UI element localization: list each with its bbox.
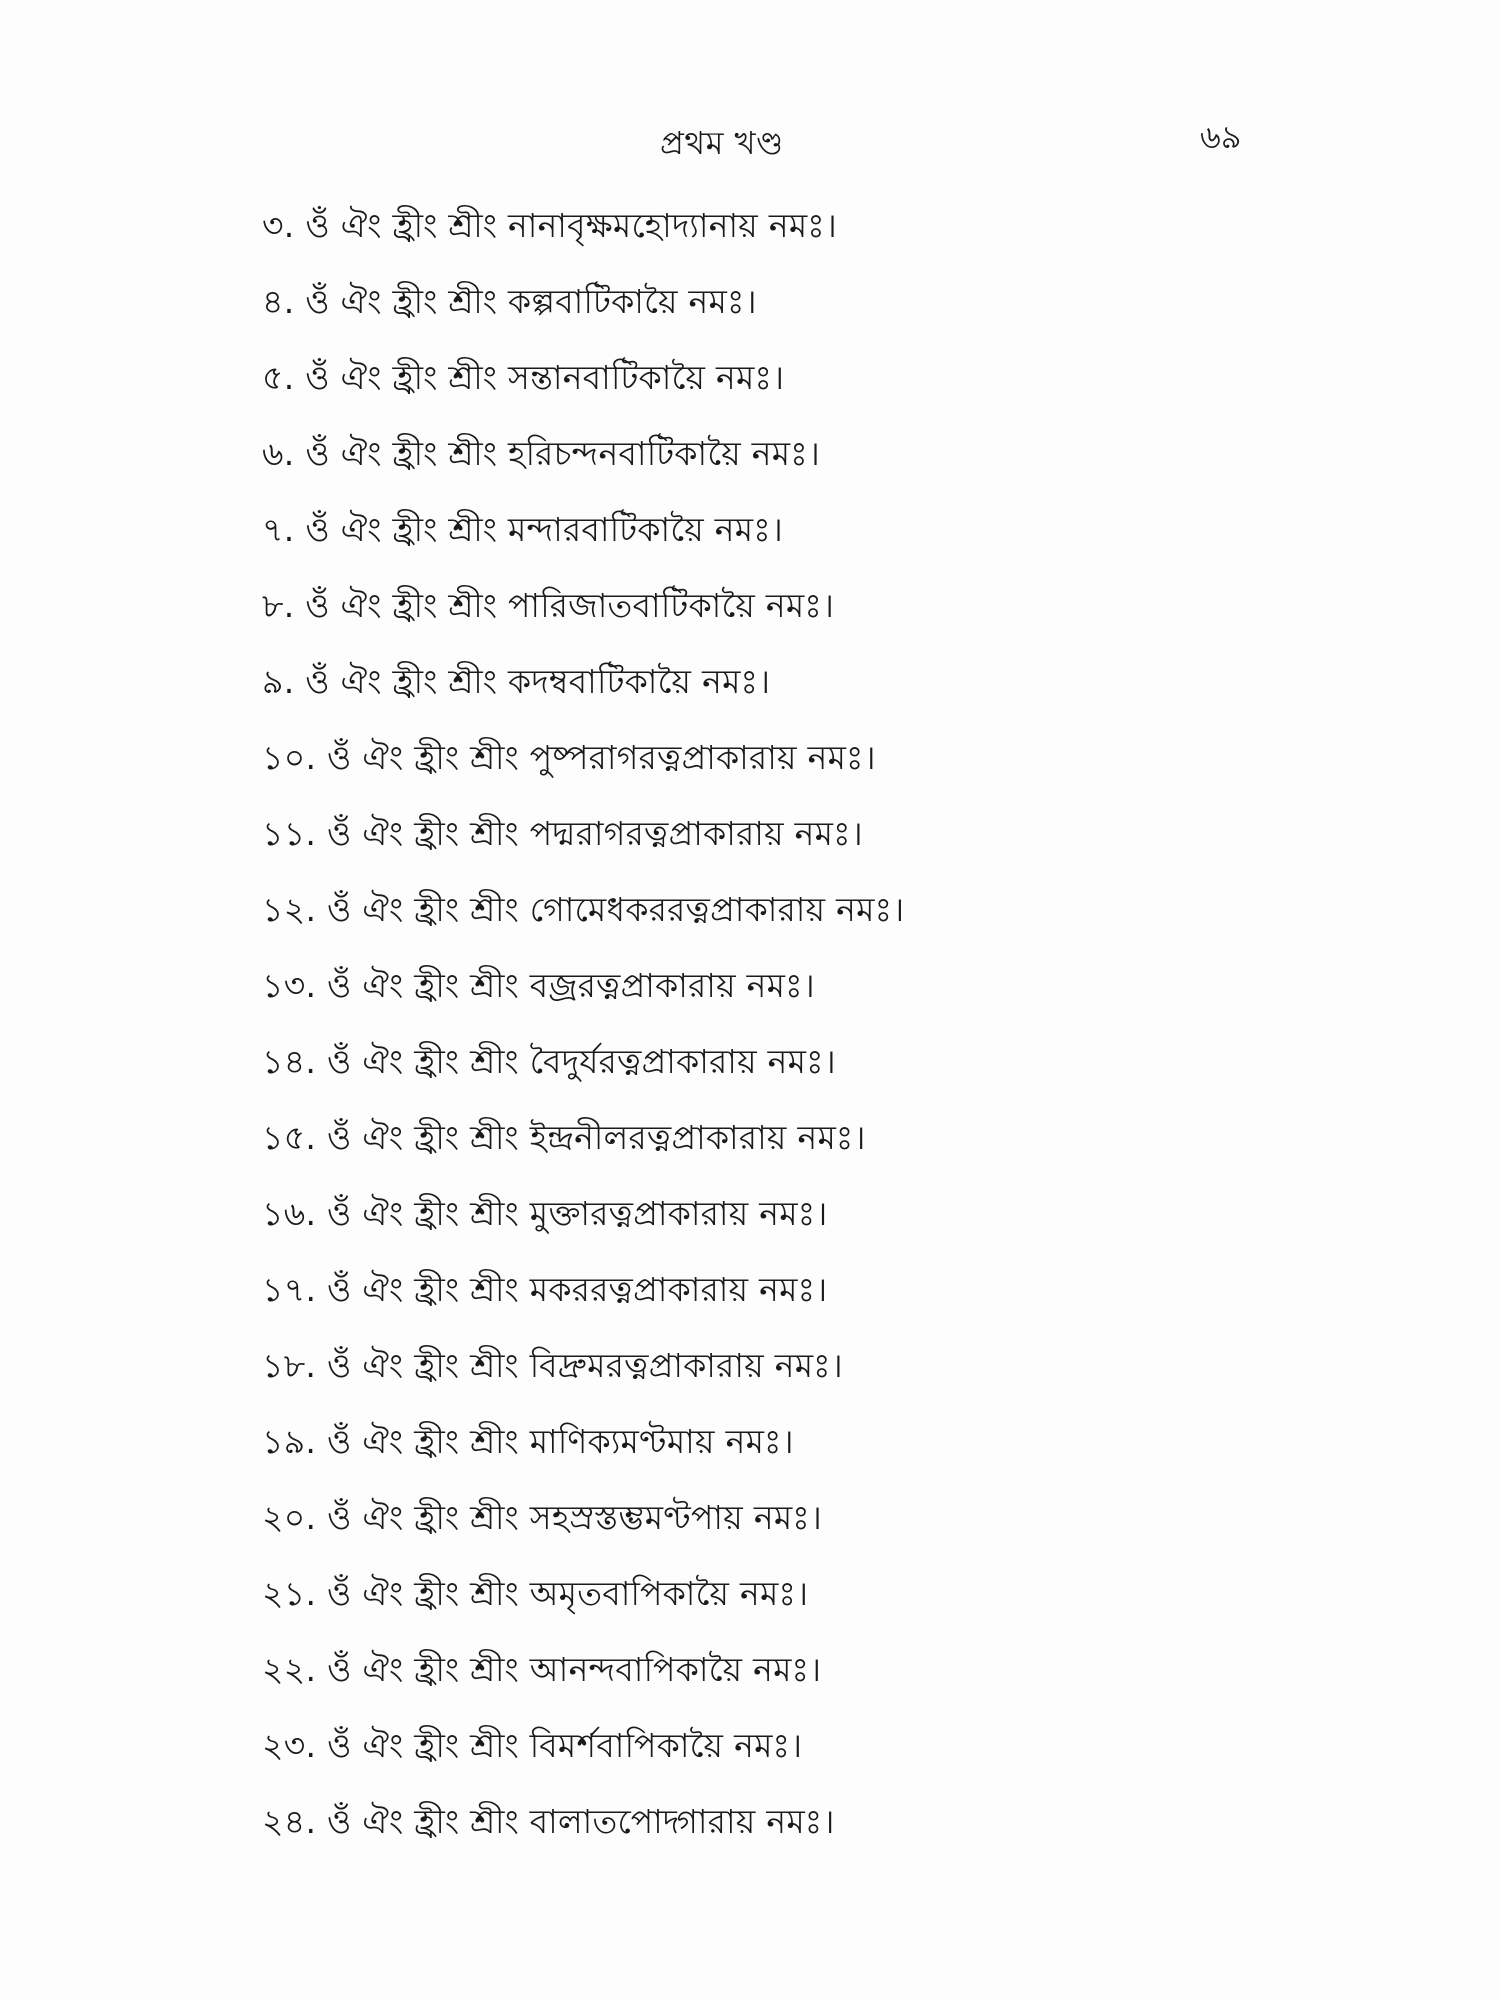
mantra-text: ১৬. ওঁ ঐং হ্রীং শ্রীং মুক্তারত্নপ্রাকারায় নমঃ। — [262, 1194, 828, 1233]
page-number: ৬৯ — [1200, 118, 1242, 156]
mantra-line-11 — [262, 796, 904, 872]
mantra-line-5 — [262, 340, 904, 416]
mantra-text: ২০. ওঁ ঐং হ্রীং শ্রীং সহস্রস্তম্ভমণ্টপায় নমঃ। — [262, 1498, 823, 1537]
mantra-line-14 — [262, 1024, 904, 1100]
mantra-line-8 — [262, 568, 904, 644]
mantra-line-9 — [262, 644, 904, 720]
mantra-text: ১৯. ওঁ ঐং হ্রীং শ্রীং মাণিক্যমণ্টমায় নমঃ। — [262, 1422, 794, 1461]
mantra-text: ১০. ওঁ ঐং হ্রীং শ্রীং পুষ্পরাগরত্নপ্রাকারায় নমঃ। — [262, 738, 876, 777]
mantra-text: ১১. ওঁ ঐং হ্রীং শ্রীং পদ্মরাগরত্নপ্রাকারায় নমঃ। — [262, 814, 863, 853]
mantra-line-17 — [262, 1252, 904, 1328]
mantra-text: ১২. ওঁ ঐং হ্রীং শ্রীং গোমেধকররত্নপ্রাকারায় নমঃ। — [262, 890, 905, 929]
mantra-text: ২২. ওঁ ঐং হ্রীং শ্রীং আনন্দবাপিকায়ৈ নমঃ। — [262, 1650, 822, 1689]
mantra-line-10 — [262, 720, 904, 796]
mantra-text: ১৩. ওঁ ঐং হ্রীং শ্রীং বজ্ররত্নপ্রাকারায় নমঃ। — [262, 966, 815, 1005]
mantra-line-7 — [262, 492, 904, 568]
mantra-text: ১৫. ওঁ ঐং হ্রীং শ্রীং ইন্দ্রনীলরত্নপ্রাকারায় নমঃ। — [262, 1118, 866, 1157]
mantra-line-18 — [262, 1328, 904, 1404]
mantra-line-16 — [262, 1176, 904, 1252]
mantra-line-22 — [262, 1632, 904, 1708]
mantra-text: ২১. ওঁ ঐং হ্রীং শ্রীং অমৃতবাপিকায়ৈ নমঃ। — [262, 1574, 809, 1613]
mantra-text: ২৪. ওঁ ঐং হ্রীং শ্রীং বালাতপোদ্গারায় নমঃ। — [262, 1802, 835, 1841]
mantra-line-3 — [262, 188, 904, 264]
section-title: প্রথম খণ্ড — [660, 124, 784, 162]
mantra-text: ৭. ওঁ ঐং হ্রীং শ্রীং মন্দারবাটিকায়ৈ নমঃ। — [262, 510, 784, 549]
mantra-text: ৮. ওঁ ঐং হ্রীং শ্রীং পারিজাতবাটিকায়ৈ নমঃ। — [262, 586, 835, 625]
mantra-text: ৫. ওঁ ঐং হ্রীং শ্রীং সন্তানবাটিকায়ৈ নমঃ। — [262, 358, 785, 397]
mantra-line-23 — [262, 1708, 904, 1784]
mantra-line-6 — [262, 416, 904, 492]
mantra-line-19 — [262, 1404, 904, 1480]
mantra-text: ৬. ওঁ ঐং হ্রীং শ্রীং হরিচন্দনবাটিকায়ৈ নমঃ। — [262, 434, 821, 473]
mantra-text: ৪. ওঁ ঐং হ্রীং শ্রীং কল্পবাটিকায়ৈ নমঃ। — [262, 282, 757, 321]
mantra-line-13 — [262, 948, 904, 1024]
running-head — [0, 118, 1500, 168]
mantra-text: ১৪. ওঁ ঐং হ্রীং শ্রীং বৈদুর্যরত্নপ্রাকারায় নমঃ। — [262, 1042, 836, 1081]
mantra-text: ৩. ওঁ ঐং হ্রীং শ্রীং নানাবৃক্ষমহোদ্যানায় নমঃ। — [262, 206, 838, 245]
mantra-line-12 — [262, 872, 904, 948]
mantra-line-20 — [262, 1480, 904, 1556]
mantra-line-4 — [262, 264, 904, 340]
mantra-line-15 — [262, 1100, 904, 1176]
mantra-text: ১৭. ওঁ ঐং হ্রীং শ্রীং মকররত্নপ্রাকারায় নমঃ। — [262, 1270, 828, 1309]
mantra-list — [262, 188, 904, 1860]
mantra-line-24 — [262, 1784, 904, 1860]
mantra-text: ১৮. ওঁ ঐং হ্রীং শ্রীং বিদ্রুমরত্নপ্রাকারায় নমঃ। — [262, 1346, 844, 1385]
mantra-line-21 — [262, 1556, 904, 1632]
mantra-text: ২৩. ওঁ ঐং হ্রীং শ্রীং বিমর্শবাপিকায়ৈ নমঃ। — [262, 1726, 803, 1765]
mantra-text: ৯. ওঁ ঐং হ্রীং শ্রীং কদম্ববাটিকায়ৈ নমঃ। — [262, 662, 771, 701]
